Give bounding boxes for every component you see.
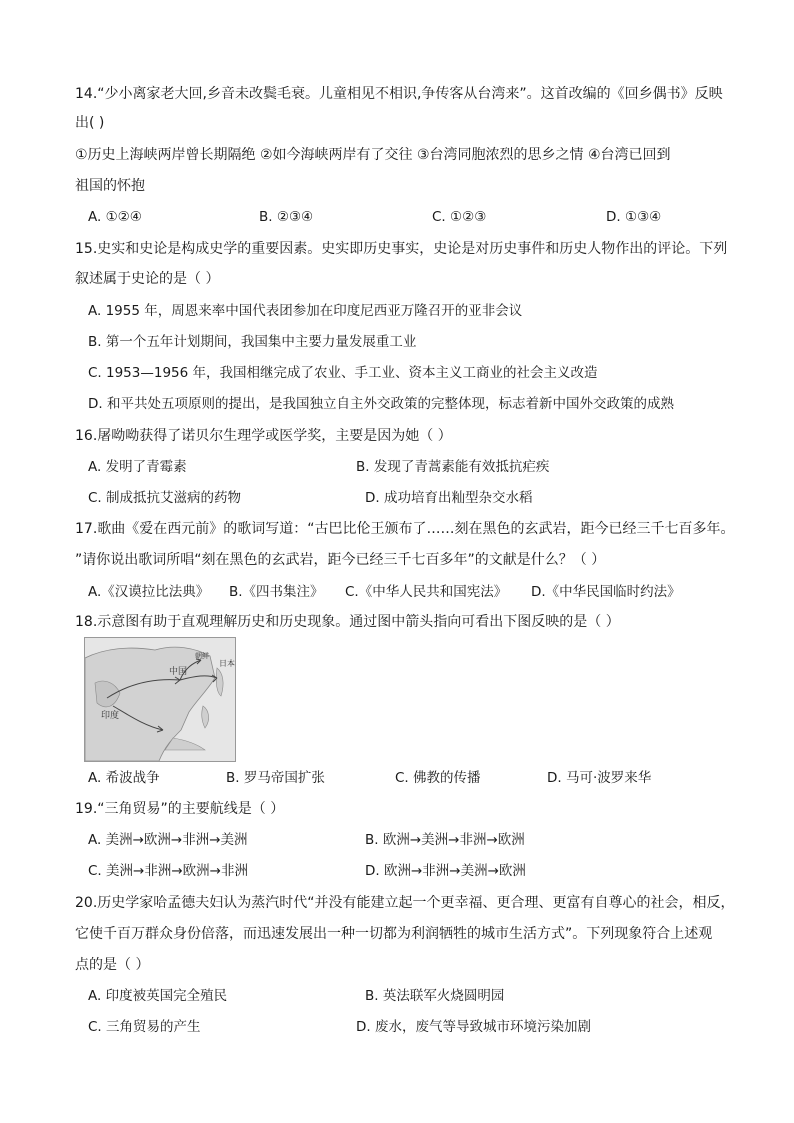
q18-stem: 18.示意图有助于直观理解历史和历史现象。通过图中箭头指向可看出下图反映的是（ ） [75,614,620,630]
q19-option-a: A. 美洲→欧洲→非洲→美洲 [88,832,248,848]
q14-stem-line1: 14.“少小离家老大回,乡音未改鬓毛衰。儿童相见不相识,争传客从台湾来”。这首改编的《回乡偶书》反映 [75,86,723,102]
q15-stem-line2: 叙述属于史论的是（ ） [75,271,220,287]
q20-option-c: C. 三角贸易的产生 [88,1019,201,1035]
q15-option-a: A. 1955 年，周恩来率中国代表团参加在印度尼西亚万隆召开的亚非会议 [88,303,523,319]
map-label-japan: 日本 [219,659,235,668]
q19-stem: 19.“三角贸易”的主要航线是（ ） [75,801,285,817]
q14-items-line2: 祖国的怀抱 [75,178,145,194]
q18-option-d: D. 马可·波罗来华 [547,770,652,786]
q19-option-d: D. 欧洲→非洲→美洲→欧洲 [365,863,526,879]
q17-stem-line1: 17.歌曲《爱在西元前》的歌词写道：“古巴比伦王颁布了……刻在黑色的玄武岩，距今已经三千七百多年。 [75,521,735,537]
q17-option-d: D.《中华民国临时约法》 [531,584,681,600]
q17-option-a: A.《汉谟拉比法典》 [88,584,210,600]
q17-stem-line2: ”请你说出歌词所唱“刻在黑色的玄武岩，距今已经三千七百多年”的文献是什么？（ ） [75,552,606,568]
q17-option-c: C.《中华人民共和国宪法》 [345,584,508,600]
q15-option-d: D. 和平共处五项原则的提出，是我国独立自主外交政策的完整体现，标志着新中国外交政策的成熟 [88,396,674,412]
q15-option-b: B. 第一个五年计划期间，我国集中主要力量发展重工业 [88,334,417,350]
q17-option-b: B.《四书集注》 [229,584,324,600]
map-label-china: 中国 [169,667,188,677]
q16-option-c: C. 制成抵抗艾滋病的药物 [88,490,242,506]
q14-stem-line2: 出( ) [75,115,105,131]
q16-stem: 16.屠呦呦获得了诺贝尔生理学或医学奖，主要是因为她（ ） [75,428,452,444]
q18-option-c: C. 佛教的传播 [395,770,481,786]
q20-stem-line2: 它使千百万群众身份倍落，而迅速发展出一种一切都为利润牺牲的城市生活方式”。下列现象符合上述观 [75,926,713,942]
q14-option-c: C. ①②③ [432,209,487,225]
map-label-india: 印度 [101,711,120,721]
q15-stem-line1: 15.史实和史论是构成史学的重要因素。史实即历史事实，史论是对历史事件和历史人物作出的评论。下列 [75,241,728,257]
q14-option-d: D. ①③④ [606,209,662,225]
q20-stem-line1: 20.历史学家哈孟德夫妇认为蒸汽时代“并没有能建立起一个更幸福、更合理、更富有自尊心的社会，相反， [75,895,735,911]
asia-map-figure [84,637,236,762]
map-label-korea: 朝鲜 [195,652,209,660]
q16-option-a: A. 发明了青霉素 [88,459,187,475]
q20-stem-line3: 点的是（ ） [75,957,150,973]
q19-option-b: B. 欧洲→美洲→非洲→欧洲 [365,832,525,848]
q20-option-b: B. 英法联军火烧圆明园 [365,988,505,1004]
q19-option-c: C. 美洲→非洲→欧洲→非洲 [88,863,248,879]
q14-option-b: B. ②③④ [259,209,314,225]
q18-option-b: B. 罗马帝国扩张 [226,770,325,786]
q16-option-b: B. 发现了青蒿素能有效抵抗疟疾 [356,459,550,475]
q16-option-d: D. 成功培育出籼型杂交水稻 [365,490,533,506]
q20-option-a: A. 印度被英国完全殖民 [88,988,228,1004]
q14-option-a: A. ①②④ [88,209,142,225]
q15-option-c: C. 1953—1956 年，我国相继完成了农业、手工业、资本主义工商业的社会主义改造 [88,365,598,381]
q14-items-line1: ①历史上海峡两岸曾长期隔绝 ②如今海峡两岸有了交往 ③台湾同胞浓烈的思乡之情 ④台湾已回到 [75,147,671,163]
q20-option-d: D. 废水，废气等导致城市环境污染加剧 [356,1019,591,1035]
q18-option-a: A. 希波战争 [88,770,160,786]
